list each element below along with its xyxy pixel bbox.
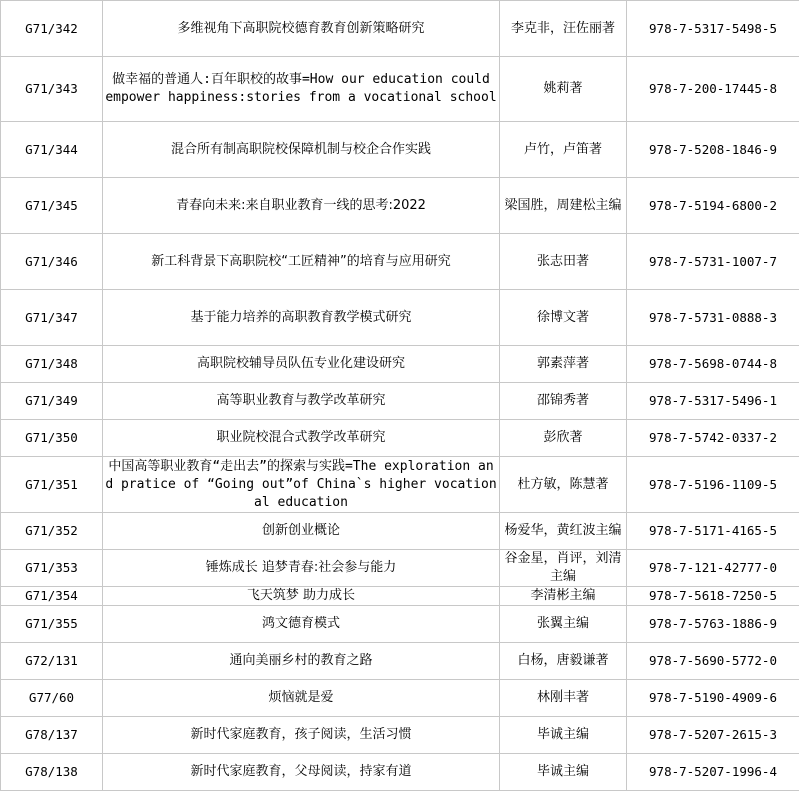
table-row <box>1 680 799 717</box>
author-cell: 白杨，唐毅谦著 <box>500 643 627 680</box>
author-cell: 邵锦秀著 <box>500 383 627 420</box>
title-cell: 鸿文德育模式 <box>103 606 500 643</box>
isbn-cell: 978-7-5317-5498-5 <box>627 1 799 57</box>
table-row <box>1 178 799 234</box>
author-cell: 李清彬主编 <box>500 587 627 606</box>
call-number-cell: G78/137 <box>1 717 103 754</box>
call-number-cell: G71/343 <box>1 57 103 122</box>
call-number-cell: G71/346 <box>1 234 103 290</box>
title-cell: 通向美丽乡村的教育之路 <box>103 643 500 680</box>
author-cell: 杨爱华，黄红波主编 <box>500 513 627 550</box>
author-cell: 梁国胜，周建松主编 <box>500 178 627 234</box>
author-cell: 杜方敏，陈慧著 <box>500 457 627 513</box>
isbn-cell: 978-7-5171-4165-5 <box>627 513 799 550</box>
isbn-cell: 978-7-5731-0888-3 <box>627 290 799 346</box>
table-row <box>1 290 799 346</box>
author-cell: 徐博文著 <box>500 290 627 346</box>
isbn-cell: 978-7-5731-1007-7 <box>627 234 799 290</box>
table-row <box>1 717 799 754</box>
title-cell: 高职院校辅导员队伍专业化建设研究 <box>103 346 500 383</box>
table-row <box>1 57 799 122</box>
call-number-cell: G71/351 <box>1 457 103 513</box>
title-cell: 新时代家庭教育，父母阅读，持家有道 <box>103 754 500 791</box>
call-number-cell: G71/347 <box>1 290 103 346</box>
call-number-cell: G71/353 <box>1 550 103 587</box>
isbn-cell: 978-7-5190-4909-6 <box>627 680 799 717</box>
title-cell: 锤炼成长 追梦青春:社会参与能力 <box>103 550 500 587</box>
call-number-cell: G72/131 <box>1 643 103 680</box>
isbn-cell: 978-7-5208-1846-9 <box>627 122 799 178</box>
table-row <box>1 346 799 383</box>
title-cell: 职业院校混合式教学改革研究 <box>103 420 500 457</box>
table-row <box>1 420 799 457</box>
table-row <box>1 606 799 643</box>
author-cell: 郭素萍著 <box>500 346 627 383</box>
call-number-cell: G71/354 <box>1 587 103 606</box>
title-cell: 创新创业概论 <box>103 513 500 550</box>
author-cell: 张翼主编 <box>500 606 627 643</box>
table-row <box>1 1 799 57</box>
author-cell: 毕诚主编 <box>500 717 627 754</box>
table-row <box>1 643 799 680</box>
call-number-cell: G71/342 <box>1 1 103 57</box>
call-number-cell: G71/349 <box>1 383 103 420</box>
isbn-cell: 978-7-5317-5496-1 <box>627 383 799 420</box>
call-number-cell: G78/138 <box>1 754 103 791</box>
call-number-cell: G71/348 <box>1 346 103 383</box>
call-number-cell: G71/352 <box>1 513 103 550</box>
title-cell: 青春向未来:来自职业教育一线的思考:2022 <box>103 178 500 234</box>
author-cell: 谷金星，肖评，刘清主编 <box>500 550 627 587</box>
table-row <box>1 587 799 606</box>
title-cell: 新工科背景下高职院校“工匠精神”的培育与应用研究 <box>103 234 500 290</box>
title-cell: 多维视角下高职院校德育教育创新策略研究 <box>103 1 500 57</box>
title-cell: 基于能力培养的高职教育教学模式研究 <box>103 290 500 346</box>
call-number-cell: G71/344 <box>1 122 103 178</box>
title-cell: 新时代家庭教育，孩子阅读，生活习惯 <box>103 717 500 754</box>
title-cell: 高等职业教育与教学改革研究 <box>103 383 500 420</box>
table-row <box>1 122 799 178</box>
isbn-cell: 978-7-5196-1109-5 <box>627 457 799 513</box>
isbn-cell: 978-7-5763-1886-9 <box>627 606 799 643</box>
author-cell: 张志田著 <box>500 234 627 290</box>
isbn-cell: 978-7-5194-6800-2 <box>627 178 799 234</box>
isbn-cell: 978-7-5618-7250-5 <box>627 587 799 606</box>
isbn-cell: 978-7-5690-5772-0 <box>627 643 799 680</box>
title-cell: 中国高等职业教育“走出去”的探索与实践=The exploration and pratice of “Going out”of China`s higher vocational education <box>103 457 500 513</box>
table-row <box>1 754 799 791</box>
table-row <box>1 383 799 420</box>
title-cell: 烦恼就是爱 <box>103 680 500 717</box>
author-cell: 彭欣著 <box>500 420 627 457</box>
table-row <box>1 234 799 290</box>
isbn-cell: 978-7-5698-0744-8 <box>627 346 799 383</box>
author-cell: 林刚丰著 <box>500 680 627 717</box>
isbn-cell: 978-7-5207-1996-4 <box>627 754 799 791</box>
call-number-cell: G71/350 <box>1 420 103 457</box>
table-row <box>1 513 799 550</box>
call-number-cell: G77/60 <box>1 680 103 717</box>
table-row <box>1 457 799 513</box>
table-row <box>1 550 799 587</box>
title-cell: 做幸福的普通人:百年职校的故事=How our education could empower happiness:stories from a vocational school <box>103 57 500 122</box>
author-cell: 毕诚主编 <box>500 754 627 791</box>
title-cell: 飞天筑梦 助力成长 <box>103 587 500 606</box>
call-number-cell: G71/355 <box>1 606 103 643</box>
author-cell: 李克非，汪佐丽著 <box>500 1 627 57</box>
call-number-cell: G71/345 <box>1 178 103 234</box>
isbn-cell: 978-7-200-17445-8 <box>627 57 799 122</box>
isbn-cell: 978-7-5207-2615-3 <box>627 717 799 754</box>
author-cell: 卢竹，卢笛著 <box>500 122 627 178</box>
title-cell: 混合所有制高职院校保障机制与校企合作实践 <box>103 122 500 178</box>
isbn-cell: 978-7-5742-0337-2 <box>627 420 799 457</box>
author-cell: 姚莉著 <box>500 57 627 122</box>
isbn-cell: 978-7-121-42777-0 <box>627 550 799 587</box>
